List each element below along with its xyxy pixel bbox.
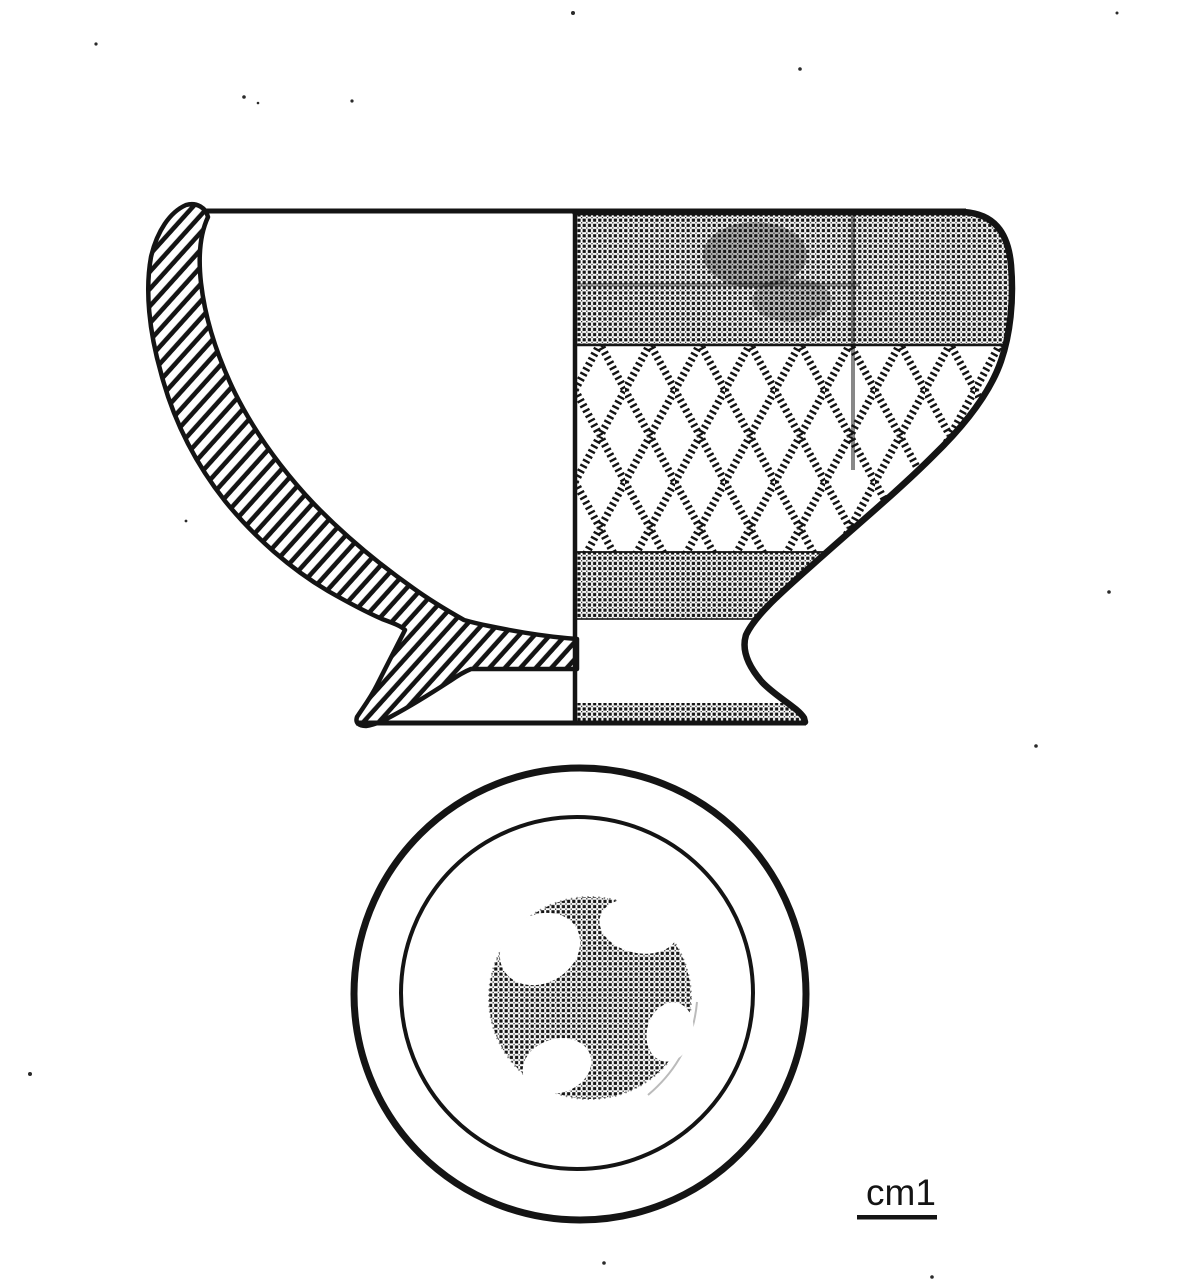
scale-bar-line bbox=[857, 1215, 937, 1220]
vessel-base-view bbox=[354, 768, 806, 1220]
decor-band-lower-stipple bbox=[575, 552, 1020, 619]
wall-section-hatched bbox=[148, 204, 577, 726]
speck bbox=[185, 520, 188, 523]
scale-bar bbox=[857, 1172, 937, 1220]
speck bbox=[350, 99, 353, 102]
speck bbox=[930, 1275, 934, 1279]
speck bbox=[1116, 12, 1119, 15]
base-cross-motif bbox=[487, 891, 700, 1102]
speck bbox=[571, 11, 575, 15]
speck bbox=[602, 1261, 606, 1265]
speck bbox=[798, 67, 802, 71]
speck bbox=[257, 102, 260, 105]
speck bbox=[1107, 590, 1111, 594]
decorated-surface bbox=[575, 212, 1020, 722]
speck bbox=[94, 42, 97, 45]
speck bbox=[28, 1072, 32, 1076]
decor-band-plain bbox=[575, 619, 1020, 703]
vessel-profile-view bbox=[148, 204, 1020, 726]
speck bbox=[242, 95, 246, 99]
decor-band-diamond-net bbox=[575, 346, 1020, 552]
scale-bar-label: cm1 bbox=[866, 1172, 936, 1213]
speck bbox=[1034, 744, 1038, 748]
